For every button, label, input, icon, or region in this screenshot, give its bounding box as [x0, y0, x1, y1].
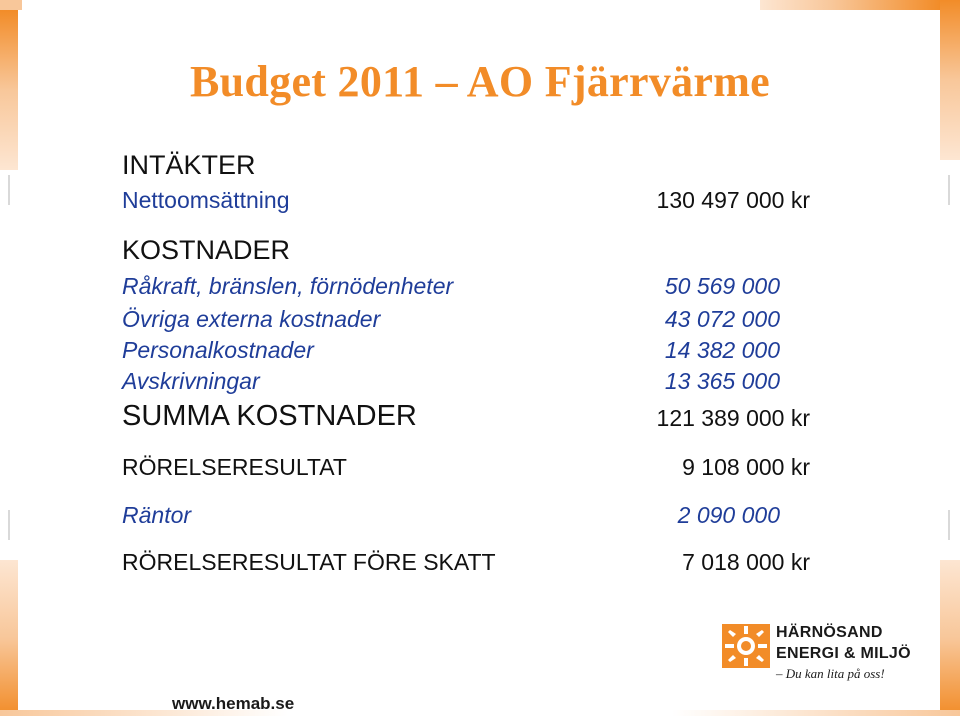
- decor-right-bottom-block: [940, 560, 960, 716]
- income-header-row: [122, 150, 822, 180]
- result-before-tax-label: RÖRELSERESULTAT FÖRE SKATT: [122, 549, 496, 575]
- interest-label: Räntor: [122, 502, 192, 528]
- decor-left-mark-lower: [8, 510, 10, 540]
- costs-header: KOSTNADER: [122, 235, 291, 265]
- cost-label: Övriga externa kostnader: [122, 306, 381, 332]
- income-value: 130 497 000 kr: [656, 187, 810, 213]
- operating-result-value: 9 108 000 kr: [682, 454, 810, 480]
- company-logo: [722, 622, 932, 684]
- costs-header-row: [122, 235, 822, 265]
- decor-left-mark: [8, 175, 10, 205]
- operating-result-label: RÖRELSERESULTAT: [122, 454, 347, 480]
- cost-value: 14 382 000: [664, 337, 780, 363]
- cost-row: [122, 368, 822, 398]
- logo-line2: ENERGI & MILJÖ: [776, 645, 911, 662]
- cost-value: 13 365 000: [664, 368, 780, 394]
- sum-costs-label: SUMMA KOSTNADER: [122, 400, 417, 432]
- income-row: [122, 187, 822, 217]
- cost-value: 50 569 000: [664, 273, 780, 299]
- sum-costs-value: 121 389 000 kr: [656, 405, 810, 431]
- result-before-tax-value: 7 018 000 kr: [682, 549, 810, 575]
- income-header: INTÄKTER: [122, 150, 256, 180]
- cost-label: Råkraft, bränslen, förnödenheter: [122, 273, 454, 299]
- result-before-tax-row: [122, 549, 822, 579]
- sum-costs-row: [122, 400, 822, 430]
- decor-left-top-block: [0, 0, 22, 10]
- decor-left-bottom-block: [0, 560, 18, 716]
- operating-result-row: [122, 454, 822, 484]
- footer-url[interactable]: www.hemab.se: [172, 694, 295, 713]
- interest-value: 2 090 000: [677, 502, 780, 528]
- logo-line1: HÄRNÖSAND: [776, 624, 883, 641]
- interest-row: [122, 502, 822, 532]
- decor-top-right-squares: [760, 0, 940, 10]
- logo-tagline: – Du kan lita på oss!: [776, 666, 885, 681]
- sun-icon: [722, 624, 770, 668]
- slide-title: Budget 2011 – AO Fjärrvärme: [189, 57, 770, 106]
- decor-right-mark: [948, 175, 950, 205]
- decor-right-mark-lower: [948, 510, 950, 540]
- cost-row: [122, 273, 822, 303]
- cost-row: [122, 337, 822, 367]
- cost-label: Avskrivningar: [122, 368, 260, 394]
- cost-label: Personalkostnader: [122, 337, 314, 363]
- cost-row: [122, 306, 822, 336]
- income-label: Nettoomsättning: [122, 187, 290, 213]
- cost-value: 43 072 000: [664, 306, 780, 332]
- decor-bottom-bar: [0, 710, 960, 716]
- logo-wordmark: [776, 622, 911, 664]
